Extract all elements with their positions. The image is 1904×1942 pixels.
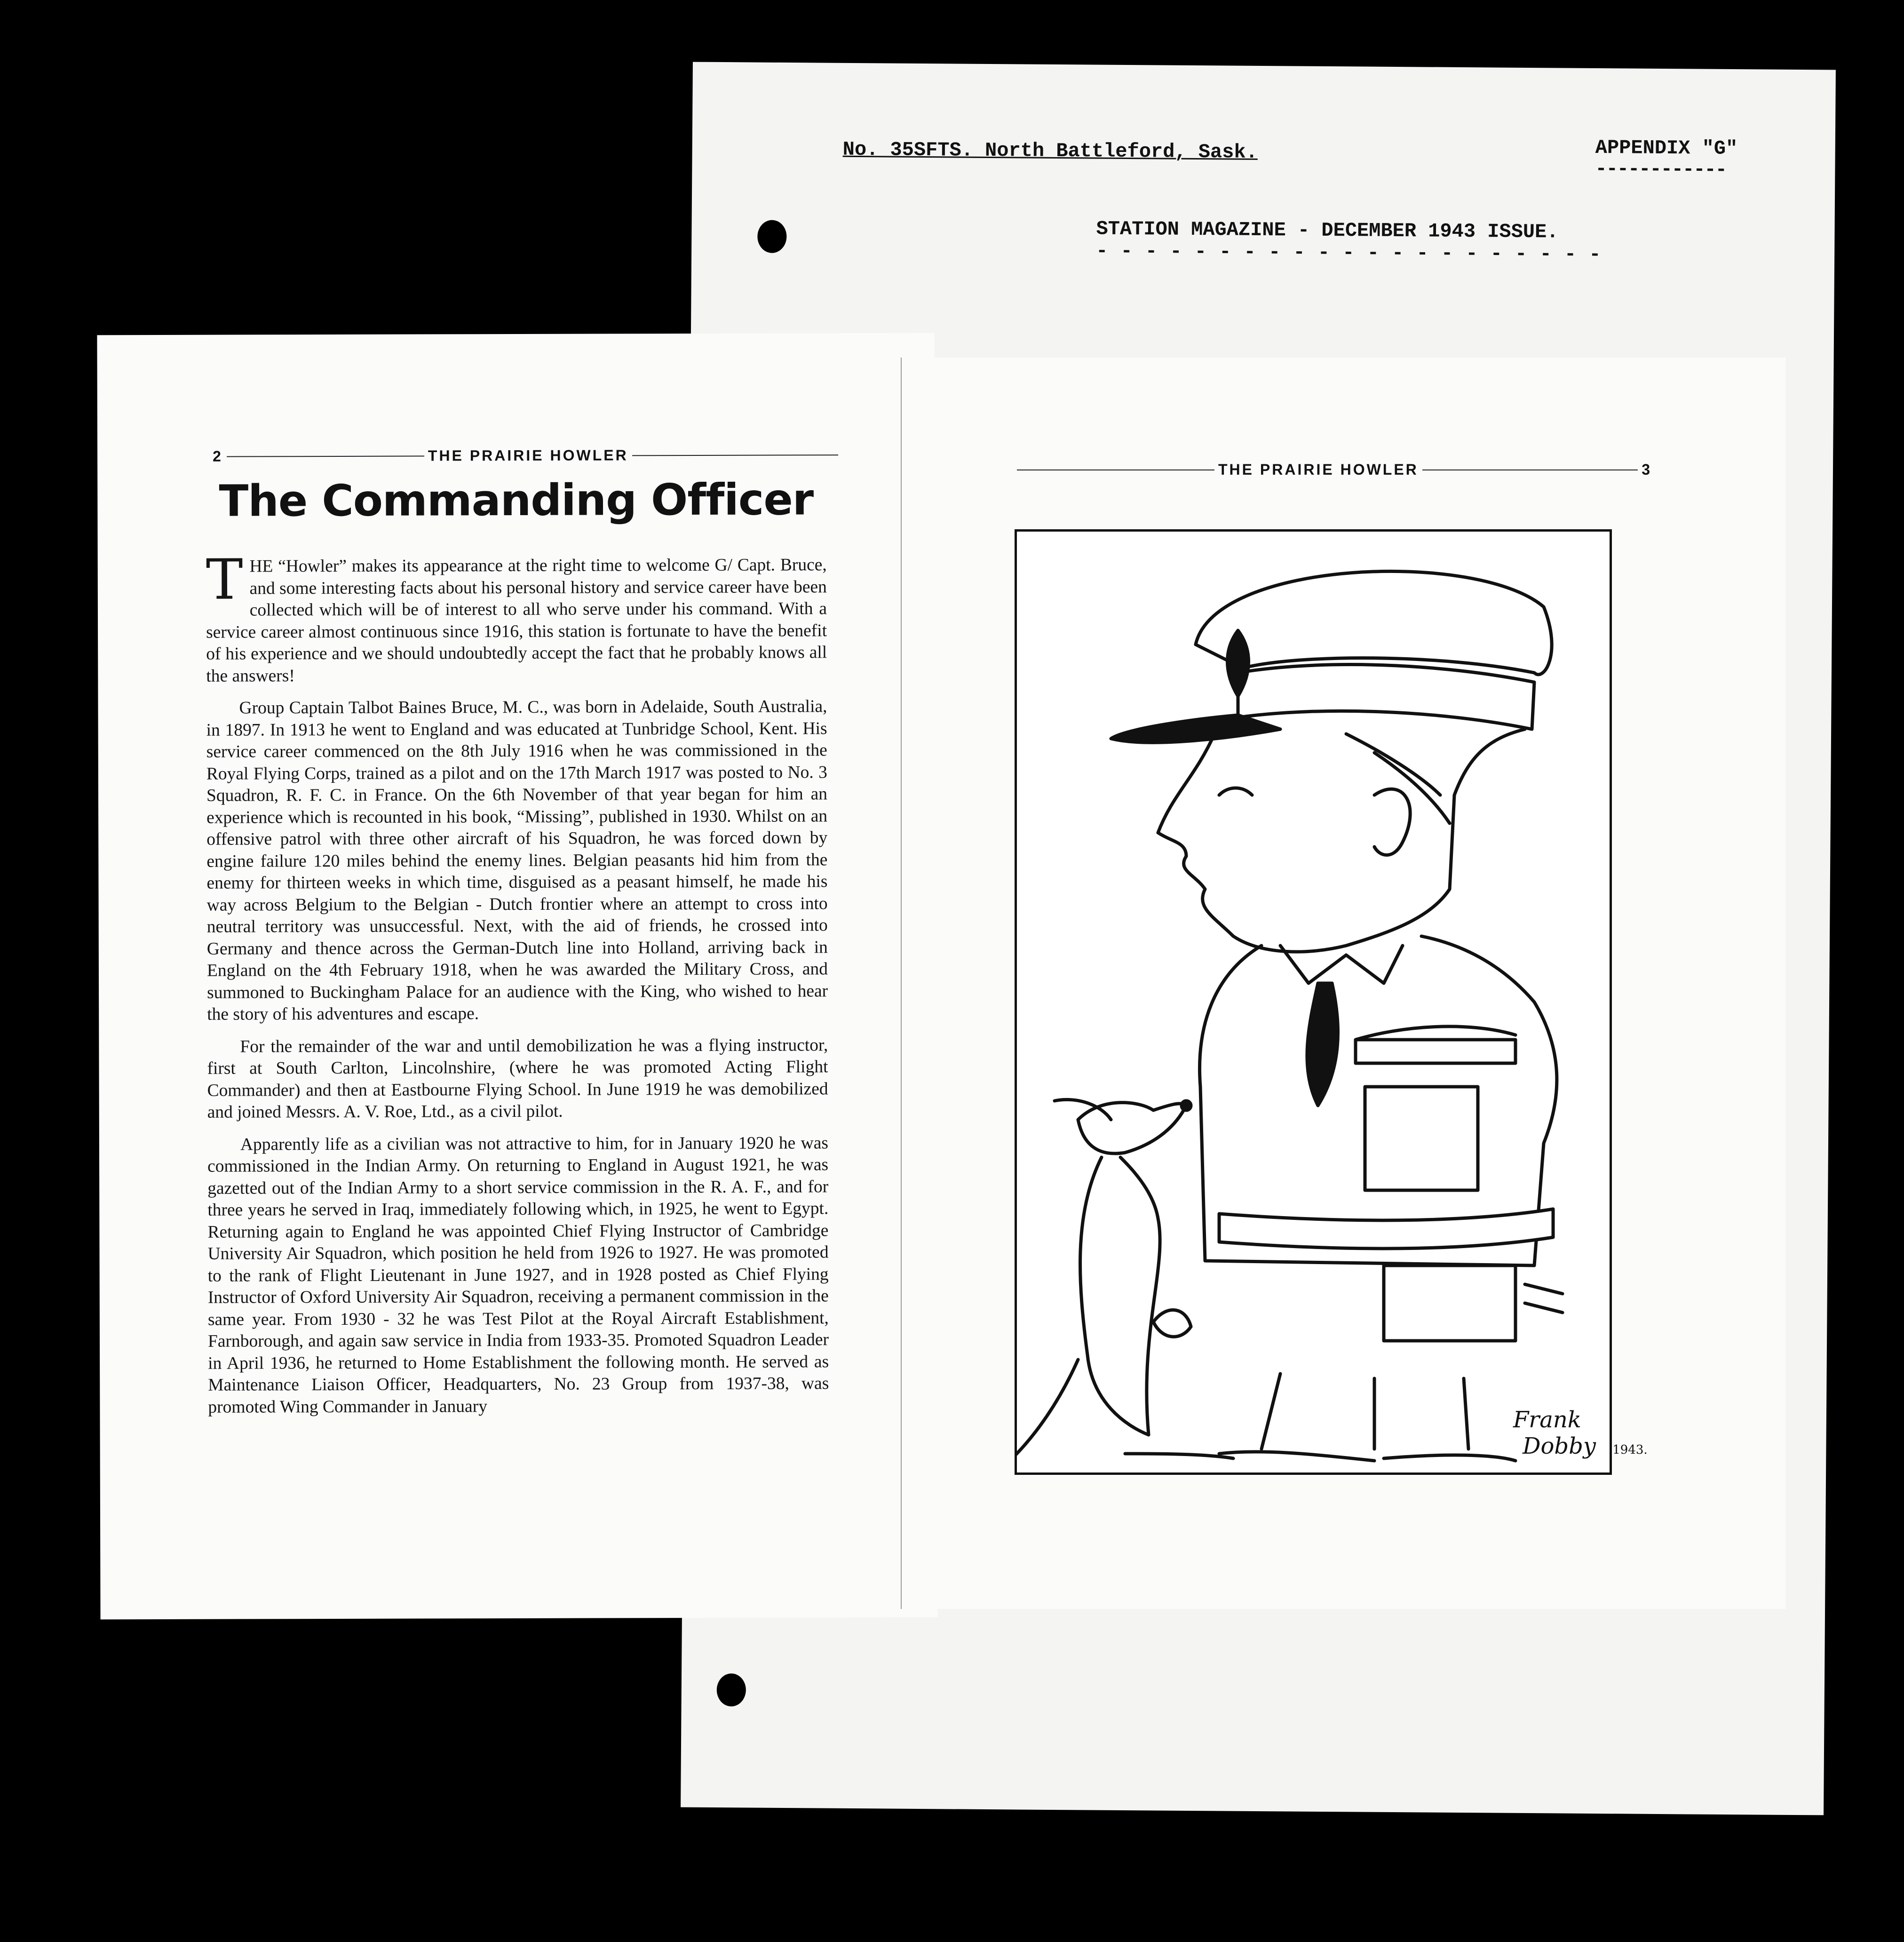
kangaroo-head [1078, 1103, 1186, 1154]
drop-cap: T [206, 547, 243, 612]
kangaroo-tail [1017, 1360, 1078, 1458]
paragraph: Apparently life as a civilian was not attractive to him, for in January 1920 he was commissioned in the Indian Army. On returning to England in August 1921, he was gazetted out of the Indian Army to a short service commission in the R. A. F., and for three years he served in Iraq, immediately following which, in 1925, he went to Egypt. Returning again to England he was appointed Chief Flying Instructor of Cambridge University Air Squadron, which position he held from 1926 to 1927. He was promoted to the rank of Flight Lieutenant in June 1927, and in 1928 posted as Chief Flying Instructor of Oxford University Air Squadron, receiving a permanent commission in the same year. From 1930 - 32 he was Test Pilot at the Royal Aircraft Establishment, Farnborough, and again saw service in India from 1933-35. Promoted Squadron Leader in April 1936, he returned to Home Establishment the following month. He served as Maintenance Liaison Officer, Headquarters, No. 23 Group from 1937-38, was promoted Wing Commander in January [207, 1133, 829, 1417]
caricature-frame [1015, 529, 1612, 1475]
header-rule [632, 454, 838, 456]
appendix-rule: ------------ [1595, 157, 1727, 181]
running-head-title: THE PRAIRIE HOWLER [1218, 461, 1419, 478]
face-profile [1158, 729, 1525, 952]
header-rule [227, 455, 424, 457]
issue-title: STATION MAGAZINE - DECEMBER 1943 ISSUE. [1096, 217, 1559, 244]
station-header: No. 35SFTS. North Battleford, Sask. [842, 138, 1258, 164]
lower-pocket [1384, 1265, 1515, 1341]
wings-badge [1356, 1027, 1515, 1063]
issue-rule: - - - - - - - - - - - - - - - - - - - - - [1096, 239, 1602, 266]
article-body [206, 547, 829, 1428]
signature-last-name: Dobby 1943. [1523, 1433, 1648, 1459]
sleeve-cuff [1525, 1284, 1563, 1313]
page-number: 3 [1642, 461, 1652, 478]
shoes [1219, 1452, 1515, 1461]
article-title: The Commanding Officer [219, 474, 814, 526]
kangaroo-nose [1182, 1101, 1191, 1110]
hair-line [1346, 734, 1450, 823]
paragraph: For the remainder of the war and until demobilization he was a flying instructor, first at South Carlton, Lincolnshire, (where he was promoted Acting Flight Commander) and then at Eastbourne Flying School. In June 1919 he was demobilized and joined Messrs. A. V. Roe, Ltd., as a civil pilot. [207, 1035, 828, 1122]
signature-first-name: Frank [1513, 1407, 1581, 1433]
appendix-label: APPENDIX "G" [1595, 136, 1738, 160]
ear [1374, 789, 1410, 855]
artist-signature [1513, 1407, 1648, 1459]
breast-pocket [1365, 1087, 1478, 1190]
running-head [213, 446, 838, 465]
paragraph: Group Captain Talbot Baines Bruce, M. C., was born in Adelaide, South Australia, in 1897. In 1913 he went to England and was educated at Tunbridge School, Kent. His service career commenced on the 8th July 1916 when he was commissioned in the Royal Flying Corps, trained as a pilot and on the 17th March 1917 was posted to No. 3 Squadron, R. F. C. in France. On the 6th November of that year began for him an experience which is recounted in his book, “Missing”, published in 1930. Whilst on an offensive patrol with three other aircraft of his Squadron, he was forced down by engine failure 120 miles behind the enemy lines. Belgian peasants hid him from the enemy for thirteen weeks in which time, disguised as a peasant himself, he made his way across Belgium to the Belgian - Dutch frontier where an attempt to cross into neutral territory was unsuccessful. Next, with the aid of friends, he crossed into Germany and thence across the German-Dutch line into Holland, arriving back in England on the 4th February 1918, when he was awarded the Military Cross, and summoned to Buckingham Palace for an audience with the King, who wished to hear the story of his adventures and escape. [206, 697, 828, 1024]
kangaroo-feet [1125, 1454, 1233, 1458]
tie [1307, 983, 1338, 1106]
magazine-page-right [901, 358, 1786, 1609]
punch-hole [757, 220, 786, 253]
cap-visor [1111, 715, 1280, 742]
running-head-title: THE PRAIRIE HOWLER [428, 446, 628, 464]
eye [1219, 788, 1252, 795]
paragraph: THE “Howler” makes its appearance at the right time to welcome G/ Capt. Bruce, and some interesting facts about his personal history and service career have been collected which will be of interest to all who serve under his command. With a service career almost continuous since 1916, this station is fortunate to have the benefit of his experience and we should undoubtedly accept the fact that he probably knows all the answers! [206, 547, 827, 686]
running-head [1017, 461, 1652, 478]
cap-band [1238, 665, 1534, 729]
joey [1153, 1310, 1191, 1337]
magazine-page-left [97, 333, 937, 1620]
signature-year: 1943. [1612, 1443, 1648, 1457]
belt [1219, 1209, 1553, 1249]
trousers [1261, 1374, 1468, 1449]
punch-hole [717, 1673, 746, 1706]
page-number: 2 [213, 447, 223, 465]
caricature-drawing [1017, 532, 1610, 1472]
kangaroo-body [1080, 1157, 1160, 1435]
